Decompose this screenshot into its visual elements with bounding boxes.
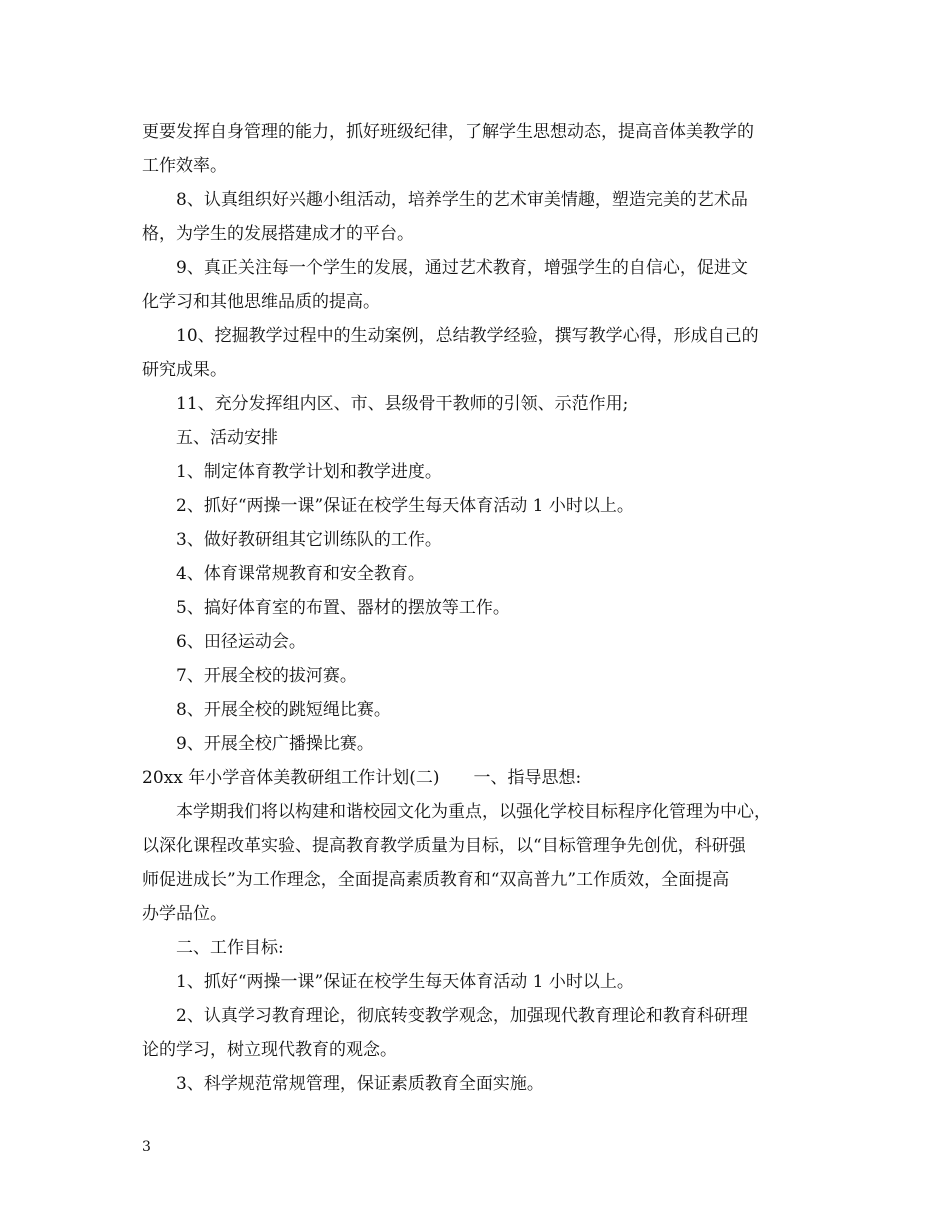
text-line: 9、开展全校广播操比赛。 [176,734,374,754]
text-line: 研究成果。 [142,360,227,380]
text-line: 9、真正关注每一个学生的发展，通过艺术教育，增强学生的自信心，促进文 [176,258,748,278]
text-line: 更要发挥自身管理的能力，抓好班级纪律，了解学生思想动态，提高音体美教学的 [142,122,754,142]
text-line: 办学品位。 [142,904,227,924]
text-line: 化学习和其他思维品质的提高。 [142,292,380,312]
text-line: 7、开展全校的拔河赛。 [176,666,357,686]
text-line: 5、搞好体育室的布置、器材的摆放等工作。 [176,598,510,618]
text-line: 工作效率。 [142,156,227,176]
text-line: 2、抓好“两操一课”保证在校学生每天体育活动 1 小时以上。 [176,496,634,516]
text-line: 格，为学生的发展搭建成才的平台。 [142,224,414,244]
text-line: 论的学习，树立现代教育的观念。 [142,1040,397,1060]
text-line: 10、挖掘教学过程中的生动案例，总结教学经验，撰写教学心得，形成自己的 [176,326,759,346]
text-line: 8、认真组织好兴趣小组活动，培养学生的艺术审美情趣，塑造完美的艺术品 [176,190,748,210]
text-line: 4、体育课常规教育和安全教育。 [176,564,425,584]
text-line: 8、开展全校的跳短绳比赛。 [176,700,391,720]
text-line: 二、工作目标: [176,938,284,958]
text-line: 1、制定体育教学计划和教学进度。 [176,462,442,482]
text-line: 本学期我们将以构建和谐校园文化为重点，以强化学校目标程序化管理为中心， [176,802,771,822]
text-line: 2、认真学习教育理论，彻底转变教学观念，加强现代教育理论和教育科研理 [176,1006,748,1026]
text-line: 20xx 年小学音体美教研组工作计划(二) 一、指导思想: [142,768,582,788]
text-line: 师促进成长”为工作理念，全面提高素质教育和“双高普九”工作质效，全面提高 [142,870,730,890]
text-line: 6、田径运动会。 [176,632,306,652]
text-line: 11、充分发挥组内区、市、县级骨干教师的引领、示范作用; [176,394,629,414]
text-line: 1、抓好“两操一课”保证在校学生每天体育活动 1 小时以上。 [176,972,634,992]
text-line: 3、做好教研组其它训练队的工作。 [176,530,442,550]
page-number: 3 [142,1139,151,1155]
text-line: 3、科学规范常规管理，保证素质教育全面实施。 [176,1074,544,1094]
document-body [142,115,810,1101]
text-line: 五、活动安排 [176,428,278,448]
text-line: 以深化课程改革实验、提高教育教学质量为目标，以“目标管理争先创优，科研强 [142,836,746,856]
